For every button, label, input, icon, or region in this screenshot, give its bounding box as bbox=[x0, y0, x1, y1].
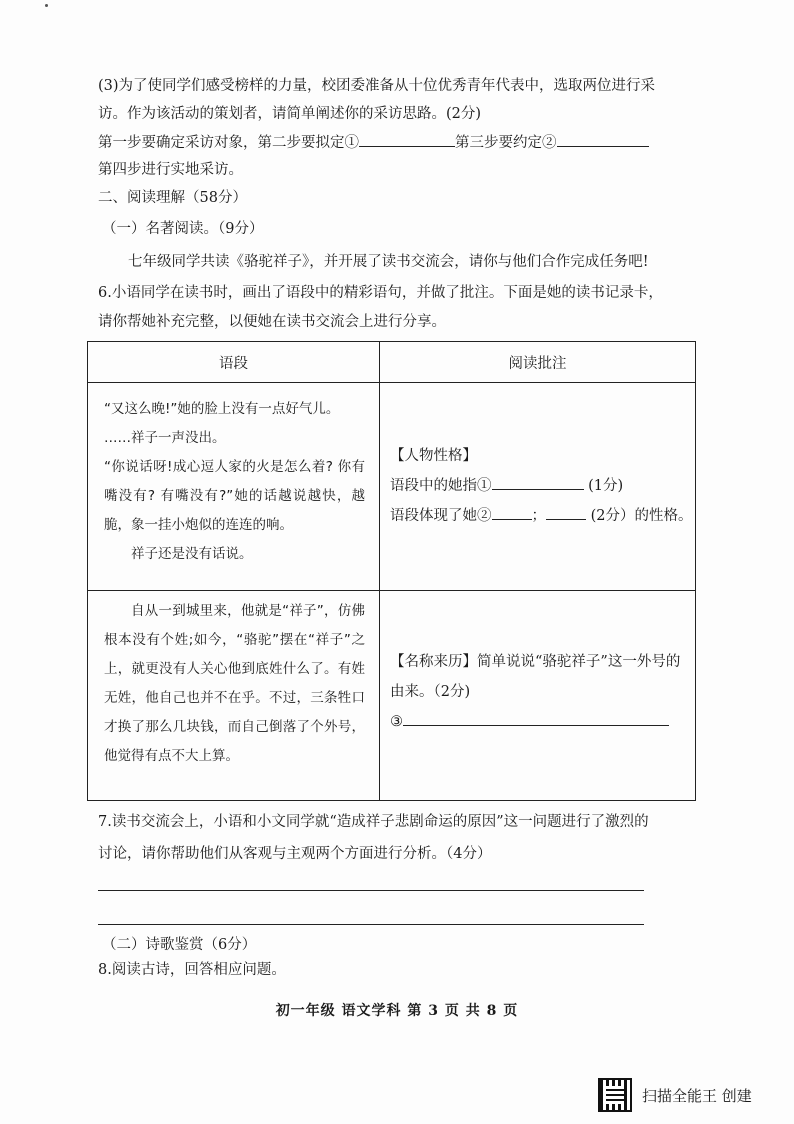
table-header-row bbox=[88, 342, 696, 383]
q7-line2: 讨论，请你帮助他们从客观与主观两个方面进行分析。（4分） bbox=[98, 846, 492, 862]
qr-code-icon bbox=[598, 1078, 632, 1112]
q6-line2: 请你帮她补充完整，以便她在读书交流会上进行分享。 bbox=[98, 314, 446, 330]
passage-line: “又这么晚!”她的脸上没有一点好气儿。 bbox=[104, 401, 340, 417]
answer-blank-5[interactable] bbox=[403, 711, 669, 726]
annotation-cell bbox=[380, 383, 696, 591]
answer-blank-4a[interactable] bbox=[492, 505, 532, 520]
q3-step-text-b: 第三步要约定② bbox=[455, 135, 557, 151]
answer-blank-4b[interactable] bbox=[546, 505, 586, 520]
score-label: (1分) bbox=[588, 478, 624, 494]
scan-speck bbox=[45, 4, 48, 7]
q3-line1: (3)为了使同学们感受榜样的力量，校团委准备从十位优秀青年代表中，选取两位进行采 bbox=[98, 78, 656, 94]
annotation-heading: 【人物性格】 bbox=[390, 448, 477, 464]
annotation-line bbox=[390, 471, 695, 501]
annotation-text: 语段中的她指① bbox=[390, 478, 492, 494]
answer-blank-2[interactable] bbox=[557, 132, 649, 147]
q3-line4: 第四步进行实地采访。 bbox=[98, 162, 243, 178]
table-row bbox=[88, 383, 696, 591]
annotation-text: 语段体现了她② bbox=[390, 508, 492, 524]
annotation-line bbox=[390, 501, 695, 531]
circled-number: ③ bbox=[390, 714, 403, 730]
q7-line1: 7.读书交流会上，小语和小文同学就“造成祥子悲剧命运的原因”这一问题进行了激烈的 bbox=[98, 814, 649, 830]
passage-cell bbox=[88, 591, 380, 801]
blank-separator: ； bbox=[531, 508, 546, 524]
reading-record-table bbox=[87, 341, 696, 801]
section-title: 二、阅读理解（58分） bbox=[98, 190, 247, 206]
answer-line-2[interactable] bbox=[98, 924, 644, 925]
passage-text: 自从一到城里来，他就是“祥子”，仿佛根本没有个姓;如今，“骆驼”摆在“祥子”之上，就更没有人关心他到底姓什么了。有姓无姓，他自己也并不在乎。不过，三条牲口才换了那么几块钱，而自己倒落了个外号，他觉得有点不大上算。 bbox=[104, 603, 365, 764]
header-annotation: 阅读批注 bbox=[380, 342, 696, 383]
annotation-line: 由来。（2分) bbox=[390, 684, 471, 700]
score-label: (2分）的性格。 bbox=[590, 508, 693, 524]
q3-line3 bbox=[98, 132, 649, 153]
passage-line: 祥子还是没有话说。 bbox=[131, 546, 253, 562]
q8-line: 8.阅读古诗，回答相应问题。 bbox=[98, 962, 286, 978]
table-row bbox=[88, 591, 696, 801]
header-passage: 语段 bbox=[88, 342, 380, 383]
poetry-section-title: （二）诗歌鉴赏（6分） bbox=[102, 937, 257, 953]
scanner-label: 扫描全能王 创建 bbox=[642, 1086, 752, 1105]
q3-line2: 访。作为该活动的策划者，请简单阐述你的采访思路。(2分) bbox=[98, 106, 482, 122]
passage-cell bbox=[88, 383, 380, 591]
intro-text: 七年级同学共读《骆驼祥子》，并开展了读书交流会，请你与他们合作完成任务吧! bbox=[128, 254, 649, 270]
answer-line-1[interactable] bbox=[98, 890, 644, 891]
q3-step-text-a: 第一步要确定采访对象，第二步要拟定① bbox=[98, 135, 359, 151]
annotation-heading: 【名称来历】简单说说“骆驼祥子”这一外号的 bbox=[390, 654, 681, 670]
subsection-title: （一）名著阅读。（9分） bbox=[102, 221, 264, 237]
answer-blank-3[interactable] bbox=[492, 475, 584, 490]
page-footer: 初一年级 语文学科 第 3 页 共 8 页 bbox=[275, 1003, 519, 1019]
scanner-watermark bbox=[598, 1078, 752, 1112]
answer-blank-1[interactable] bbox=[359, 132, 455, 147]
annotation-line bbox=[390, 707, 695, 737]
q6-line1: 6.小语同学在读书时，画出了语段中的精彩语句，并做了批注。下面是她的读书记录卡， bbox=[98, 285, 663, 301]
annotation-cell bbox=[380, 591, 696, 801]
passage-line: ……祥子一声没出。 bbox=[104, 430, 226, 446]
passage-line: “你说话呀!成心逗人家的火是怎么着? 你有嘴没有? 有嘴没有?”她的话越说越快，越脆，象一挂小炮似的连连的响。 bbox=[104, 459, 365, 533]
